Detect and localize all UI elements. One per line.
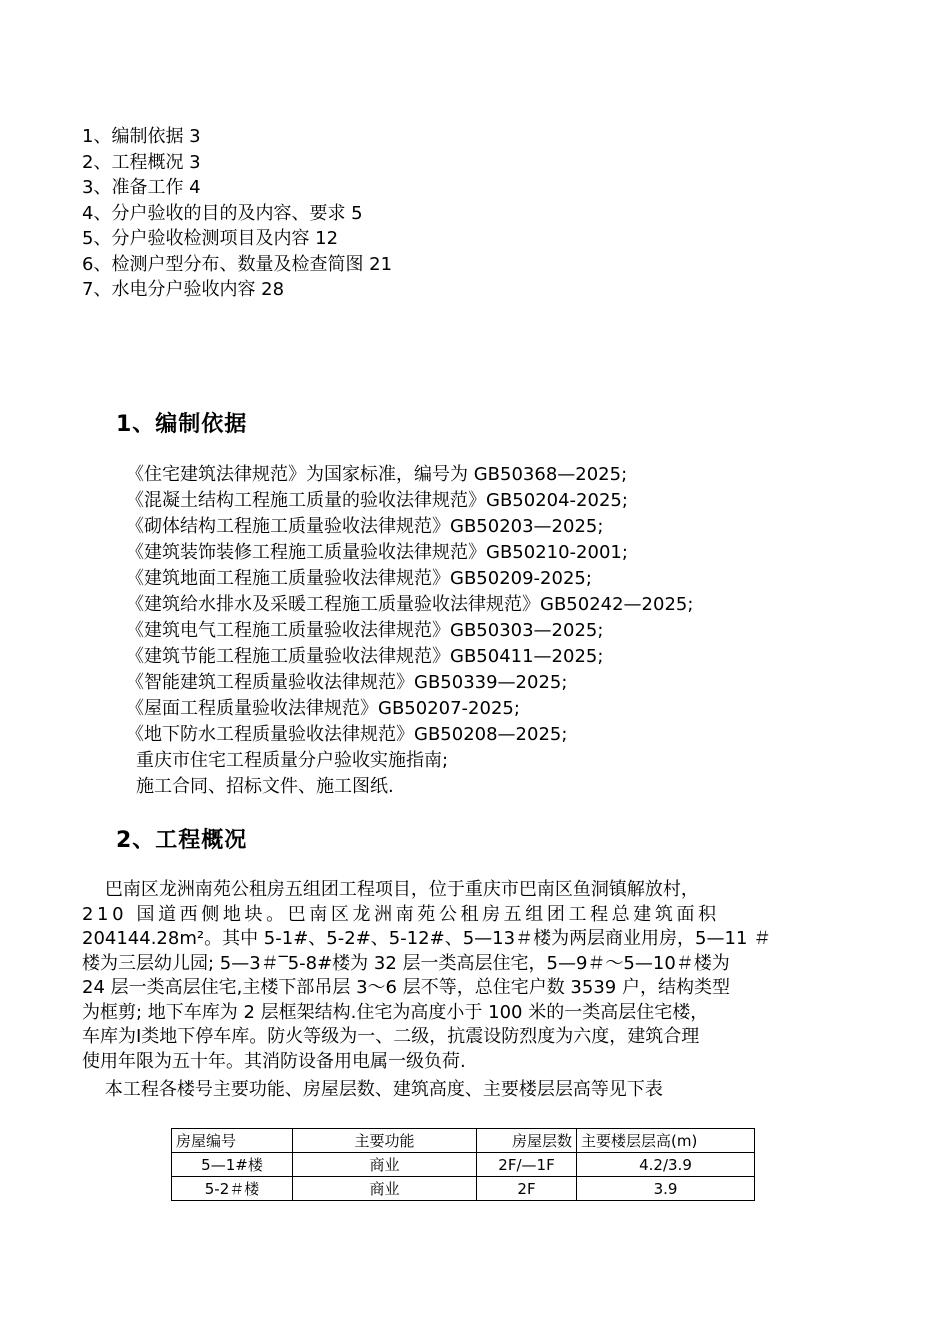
paragraph-line: 24 层一类高层住宅,主楼下部吊层 3～6 层不等，总住宅户数 3539 户，结构类型 bbox=[82, 977, 730, 998]
table-cell: 2F bbox=[477, 1177, 577, 1201]
reference-item: 《建筑给水排水及采暖工程施工质量验收法律规范》GB50242—2025; bbox=[126, 594, 694, 615]
table-of-contents bbox=[82, 124, 392, 303]
table-header-cell: 主要功能 bbox=[293, 1129, 477, 1153]
table-cell: 商业 bbox=[293, 1153, 477, 1177]
overview-paragraph bbox=[82, 878, 872, 1074]
table-cell: 3.9 bbox=[577, 1177, 755, 1201]
reference-item: 《住宅建筑法律规范》为国家标准，编号为 GB50368—2025; bbox=[126, 464, 628, 485]
table-cell: 5-2＃楼 bbox=[172, 1177, 293, 1201]
toc-item[interactable]: 2、工程概况 3 bbox=[82, 151, 201, 173]
paragraph-line: 本工程各楼号主要功能、房屋层数、建筑高度、主要楼层层高等见下表 bbox=[82, 1079, 663, 1100]
paragraph-line: 楼为三层幼儿园; 5—3＃‾5-8#楼为 32 层一类高层住宅，5—9＃～5—10＃楼为 bbox=[82, 952, 730, 974]
reference-item: 重庆市住宅工程质量分户验收实施指南; bbox=[136, 750, 449, 771]
reference-item: 《屋面工程质量验收法律规范》GB50207-2025; bbox=[126, 698, 520, 719]
paragraph-line: 巴南区龙洲南苑公租房五组团工程项目，位于重庆市巴南区鱼洞镇解放村， bbox=[82, 879, 699, 900]
table-header-cell: 房屋层数 bbox=[477, 1129, 577, 1153]
toc-item[interactable]: 7、水电分户验收内容 28 bbox=[82, 279, 285, 300]
toc-item[interactable]: 4、分户验收的目的及内容、要求 5 bbox=[82, 202, 363, 224]
table-cell: 商业 bbox=[293, 1177, 477, 1201]
paragraph-line: 车库为Ⅰ类地下停车库。防火等级为一、二级，抗震设防烈度为六度，建筑合理 bbox=[82, 1026, 700, 1047]
paragraph-line: 210 国道西侧地块。巴南区龙洲南苑公租房五组团工程总建筑面积 bbox=[82, 903, 720, 925]
reference-item: 《建筑节能工程施工质量验收法律规范》GB50411—2025; bbox=[126, 646, 604, 667]
building-table bbox=[171, 1128, 755, 1201]
section-heading-basis: 1、编制依据 bbox=[116, 412, 248, 437]
reference-item: 《建筑装饰装修工程施工质量验收法律规范》GB50210-2001; bbox=[126, 542, 628, 563]
table-header-cell: 主要楼层层高(m) bbox=[577, 1129, 755, 1153]
toc-item[interactable]: 1、编制依据 3 bbox=[82, 126, 201, 147]
reference-item: 《砌体结构工程施工质量验收法律规范》GB50203—2025; bbox=[126, 516, 604, 537]
table-cell: 5—1#楼 bbox=[172, 1153, 293, 1177]
reference-item: 《建筑地面工程施工质量验收法律规范》GB50209-2025; bbox=[126, 568, 592, 589]
reference-item: 《地下防水工程质量验收法律规范》GB50208—2025; bbox=[126, 724, 568, 745]
toc-item[interactable]: 3、准备工作 4 bbox=[82, 177, 201, 198]
table-cell: 2F/—1F bbox=[477, 1153, 577, 1177]
reference-item: 《建筑电气工程施工质量验收法律规范》GB50303—2025; bbox=[126, 620, 604, 641]
section-heading-overview: 2、工程概况 bbox=[116, 828, 248, 853]
paragraph-line: 使用年限为五十年。其消防设备用电属一级负荷. bbox=[82, 1050, 466, 1072]
toc-item[interactable]: 6、检测户型分布、数量及检查简图 21 bbox=[82, 253, 393, 275]
table-row bbox=[172, 1153, 755, 1177]
table-cell: 4.2/3.9 bbox=[577, 1153, 755, 1177]
reference-item: 《混凝土结构工程施工质量的验收法律规范》GB50204-2025; bbox=[126, 490, 628, 511]
reference-item: 施工合同、招标文件、施工图纸. bbox=[136, 776, 394, 797]
table-row bbox=[172, 1177, 755, 1201]
reference-list bbox=[126, 462, 693, 800]
paragraph-line: 为框剪; 地下车库为 2 层框架结构.住宅为高度小于 100 米的一类高层住宅楼， bbox=[82, 1001, 709, 1023]
table-intro bbox=[82, 1078, 872, 1103]
table-header-row bbox=[172, 1129, 755, 1153]
reference-item: 《智能建筑工程质量验收法律规范》GB50339—2025; bbox=[126, 672, 568, 693]
paragraph-line: 204144.28m²。其中 5-1#、5-2#、5-12#、5—13＃楼为两层商业用房，5—11 ＃ bbox=[82, 928, 772, 949]
table-header-cell: 房屋编号 bbox=[172, 1129, 293, 1153]
toc-item[interactable]: 5、分户验收检测项目及内容 12 bbox=[82, 228, 339, 249]
